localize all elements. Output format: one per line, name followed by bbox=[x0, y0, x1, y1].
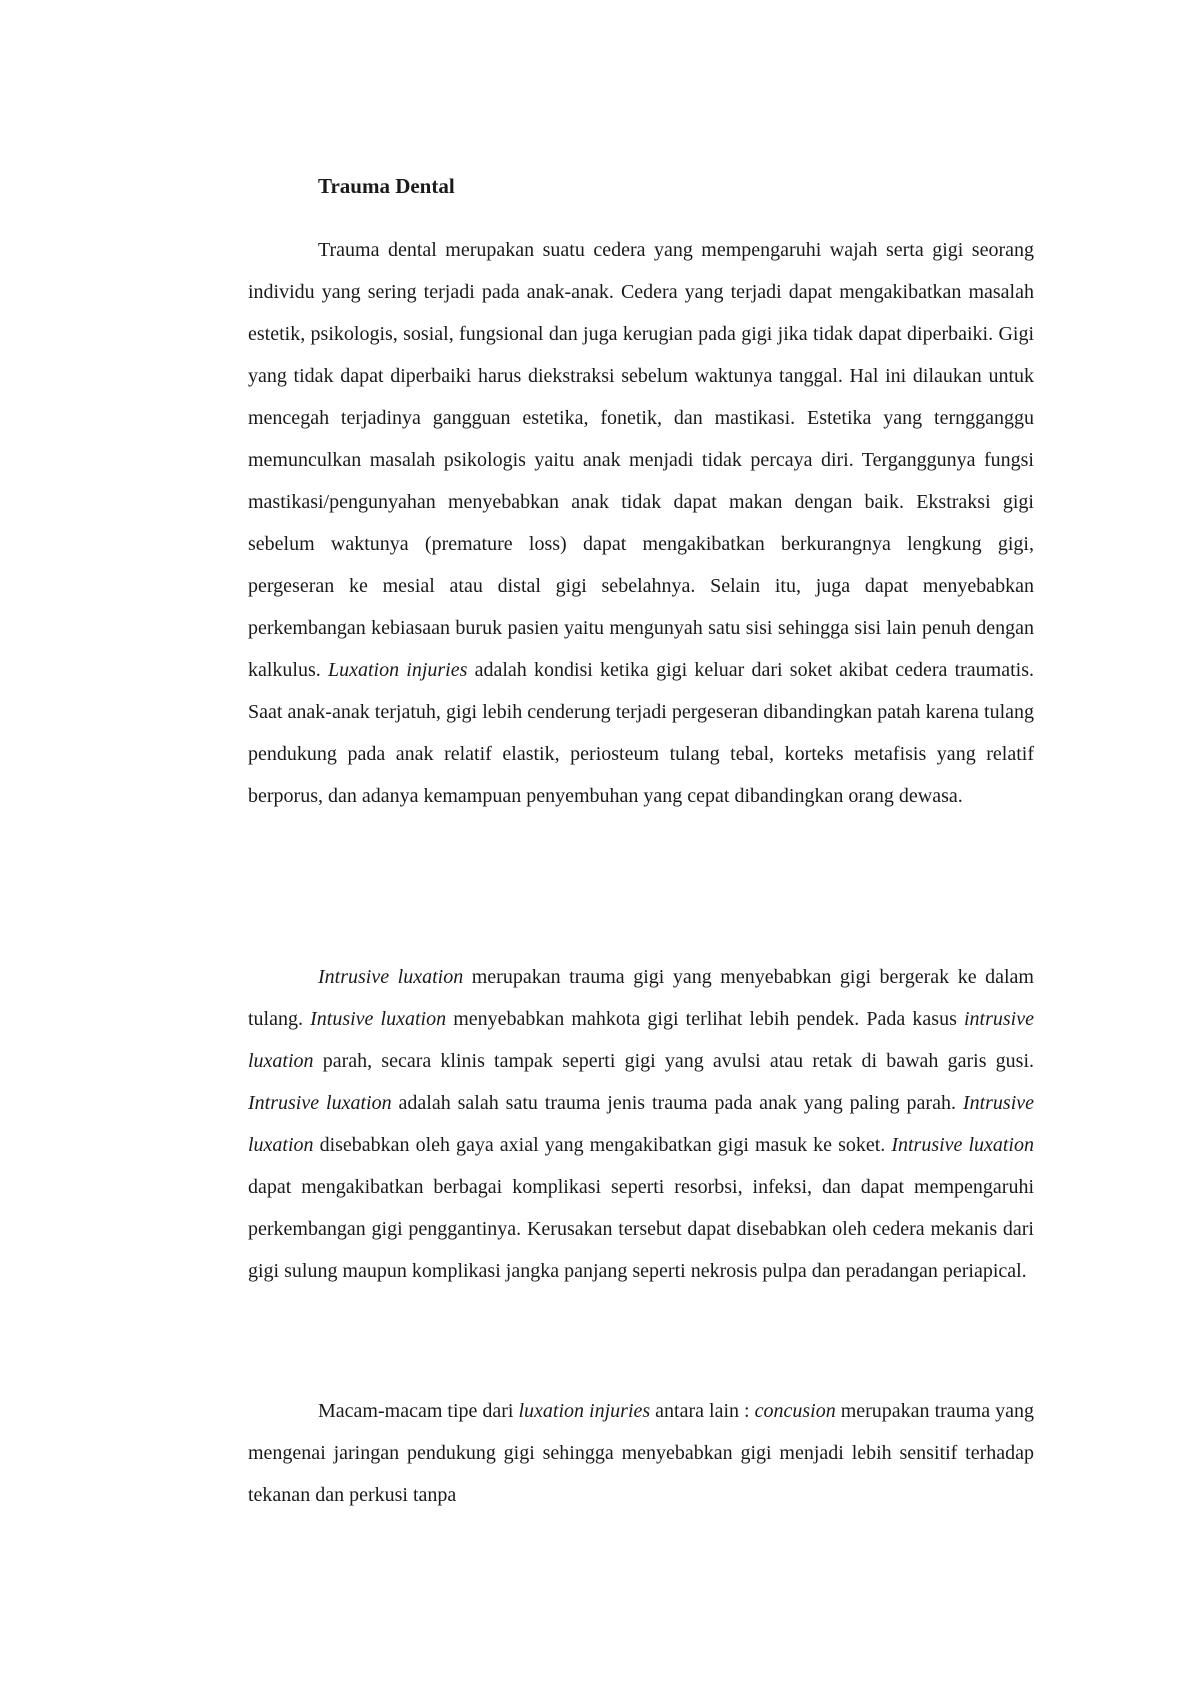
text-run: dapat mengakibatkan berbagai komplikasi seperti resorbsi, infeksi, dan dapat mempengaruhi perkembangan gigi penggantinya. Kerusakan tersebut dapat disebabkan oleh cedera mekanis dari gigi sulung maupun komplikasi jangka panjang seperti nekrosis pulpa dan peradangan periapical. bbox=[248, 1176, 1034, 1282]
italic-term: intrusive luxation bbox=[248, 1008, 1034, 1072]
text-run: adalah salah satu trauma jenis trauma pada anak yang paling parah. bbox=[391, 1092, 963, 1114]
text-run: merupakan trauma gigi yang menyebabkan gigi bergerak ke dalam tulang. bbox=[248, 966, 1034, 1030]
paragraph-1 bbox=[248, 229, 1034, 817]
italic-term: Intrusive luxation bbox=[891, 1134, 1034, 1156]
document-title: Trauma Dental bbox=[318, 174, 455, 198]
italic-term: Intrusive luxation bbox=[248, 1092, 1034, 1156]
italic-term: Intrusive luxation bbox=[248, 1092, 392, 1114]
text-run: Trauma dental merupakan suatu cedera yang mempengaruhi wajah serta gigi seorang individu yang sering terjadi pada anak-anak. Cedera yang terjadi dapat mengakibatkan masalah estetik, psikologis, sosial, fungsional dan juga kerugian pada gigi jika tidak dapat diperbaiki. Gigi yang tidak dapat diperbaiki harus diekstraksi sebelum waktunya tanggal. Hal ini dilaukan untuk mencegah terjadinya gangguan estetika, fonetik, dan mastikasi. Estetika yang terngganggu memunculkan masalah psikologis yaitu anak menjadi tidak percaya diri. Terganggunya fungsi mastikasi/pengunyahan menyebabkan anak tidak dapat makan dengan baik. Ekstraksi gigi sebelum waktunya (premature loss) dapat mengakibatkan berkurangnya lengkung gigi, pergeseran ke mesial atau distal gigi sebelahnya. Selain itu, juga dapat menyebabkan perkembangan kebiasaan buruk pasien yaitu mengunyah satu sisi sehingga sisi lain penuh dengan kalkulus. bbox=[248, 239, 1034, 681]
italic-term: concusion bbox=[754, 1400, 836, 1422]
text-run: merupakan trauma yang mengenai jaringan pendukung gigi sehingga menyebabkan gigi menjadi lebih sensitif terhadap tekanan dan perkusi tanpa bbox=[248, 1400, 1034, 1506]
italic-term: Intusive luxation bbox=[310, 1008, 447, 1030]
italic-term: Luxation injuries bbox=[327, 659, 468, 681]
italic-term: Intrusive luxation bbox=[318, 966, 464, 988]
paragraph-3 bbox=[248, 1390, 1034, 1516]
text-run: Macam-macam tipe dari bbox=[318, 1400, 519, 1422]
text-run: parah, secara klinis tampak seperti gigi yang avulsi atau retak di bawah garis gusi. bbox=[313, 1050, 1034, 1072]
paragraph-2 bbox=[248, 956, 1034, 1292]
italic-term: luxation injuries bbox=[518, 1400, 651, 1422]
text-run: menyebabkan mahkota gigi terlihat lebih pendek. Pada kasus bbox=[446, 1008, 964, 1030]
text-run: adalah kondisi ketika gigi keluar dari soket akibat cedera traumatis. Saat anak-anak terjatuh, gigi lebih cenderung terjadi pergeseran dibandingkan patah karena tulang pendukung pada anak relatif elastik, periosteum tulang tebal, korteks metafisis yang relatif berporus, dan adanya kemampuan penyembuhan yang cepat dibandingkan orang dewasa. bbox=[248, 659, 1035, 807]
text-run: disebabkan oleh gaya axial yang mengakibatkan gigi masuk ke soket. bbox=[313, 1134, 892, 1156]
text-run: antara lain : bbox=[650, 1400, 755, 1422]
